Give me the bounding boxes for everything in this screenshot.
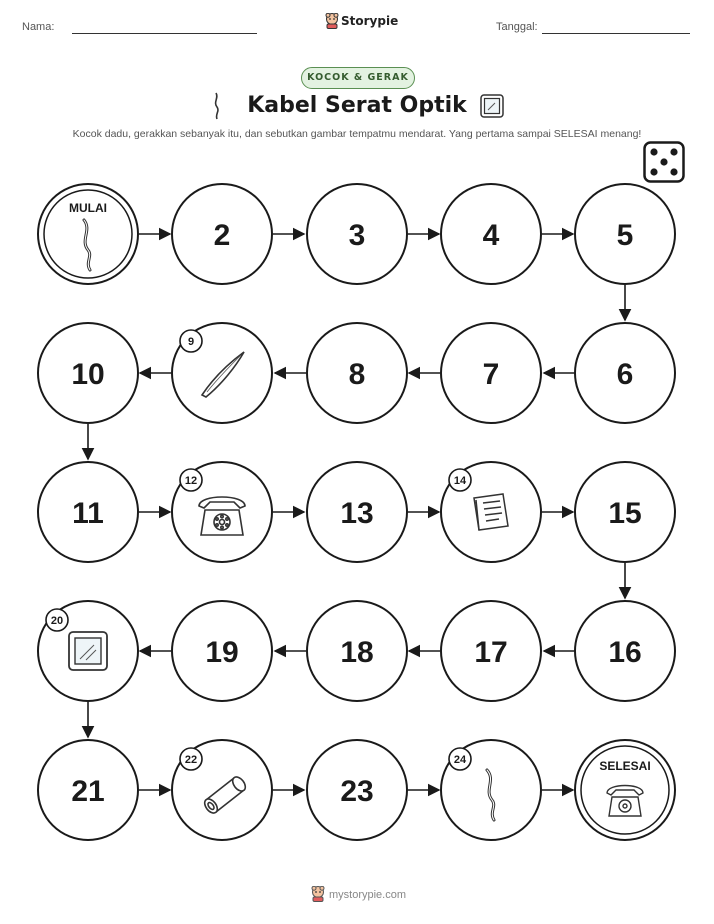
board-square-23[interactable] xyxy=(307,740,407,840)
svg-text:7: 7 xyxy=(482,358,500,391)
board-square-2[interactable] xyxy=(172,184,272,284)
board-square-19[interactable] xyxy=(172,601,272,701)
board-square-14[interactable] xyxy=(441,462,541,562)
board-square-17[interactable] xyxy=(441,601,541,701)
board-square-7[interactable] xyxy=(441,323,541,423)
footer-site[interactable]: mystorypie.com xyxy=(329,889,407,901)
svg-text:10: 10 xyxy=(71,358,105,391)
svg-text:3: 3 xyxy=(348,219,366,252)
board-square-18[interactable] xyxy=(307,601,407,701)
square-badge: 22 xyxy=(184,754,198,766)
board-square-8[interactable] xyxy=(307,323,407,423)
square-badge: 9 xyxy=(187,336,195,348)
category-pill: KOCOK & GERAK xyxy=(301,67,415,89)
svg-text:2: 2 xyxy=(213,219,231,252)
board-square-9[interactable] xyxy=(172,323,272,423)
document-booklet-icon xyxy=(474,494,508,530)
brand-name: Storypie xyxy=(341,14,399,28)
svg-text:13: 13 xyxy=(340,497,374,530)
name-label: Nama: xyxy=(22,21,55,33)
svg-text:17: 17 xyxy=(474,636,508,669)
svg-text:16: 16 xyxy=(608,636,642,669)
board-square-11[interactable] xyxy=(38,462,138,562)
board-square-24[interactable] xyxy=(441,740,541,840)
svg-text:4: 4 xyxy=(482,219,500,252)
svg-text:19: 19 xyxy=(205,636,239,669)
svg-text:6: 6 xyxy=(616,358,634,391)
board-square-10[interactable] xyxy=(38,323,138,423)
rotary-telephone-icon xyxy=(199,497,245,535)
board-square-12[interactable] xyxy=(172,462,272,562)
board-square-4[interactable] xyxy=(441,184,541,284)
board-square-22[interactable] xyxy=(172,740,272,840)
svg-text:11: 11 xyxy=(72,497,104,530)
board-square-6[interactable] xyxy=(575,323,675,423)
board-square-13[interactable] xyxy=(307,462,407,562)
svg-text:15: 15 xyxy=(608,497,642,530)
svg-text:18: 18 xyxy=(340,636,374,669)
rotary-telephone-icon xyxy=(607,786,643,817)
finish-square[interactable] xyxy=(575,740,675,840)
svg-text:21: 21 xyxy=(71,775,105,808)
square-badge: 14 xyxy=(453,475,467,487)
square-badge: 24 xyxy=(453,754,467,766)
board-square-5[interactable] xyxy=(575,184,675,284)
page-title: Kabel Serat Optik xyxy=(247,93,467,118)
svg-text:23: 23 xyxy=(340,775,374,808)
instructions-text: Kocok dadu, gerakkan sebanyak itu, dan sebutkan gambar tempatmu mendarat. Yang pertama sampai SELESAI menang! xyxy=(72,128,642,140)
date-label: Tanggal: xyxy=(496,21,538,33)
start-label: MULAI xyxy=(69,201,107,215)
board-square-20[interactable] xyxy=(38,601,138,701)
board-square-16[interactable] xyxy=(575,601,675,701)
square-badge: 12 xyxy=(184,475,198,487)
storypie-footer-logo-icon xyxy=(311,886,325,902)
square-badge: 20 xyxy=(50,615,64,627)
board-square-15[interactable] xyxy=(575,462,675,562)
board-square-21[interactable] xyxy=(38,740,138,840)
glass-square-icon xyxy=(69,632,107,670)
svg-text:5: 5 xyxy=(616,219,634,252)
start-square[interactable] xyxy=(38,184,138,284)
board-square-3[interactable] xyxy=(307,184,407,284)
finish-label: SELESAI xyxy=(599,759,651,773)
svg-text:8: 8 xyxy=(348,358,366,391)
